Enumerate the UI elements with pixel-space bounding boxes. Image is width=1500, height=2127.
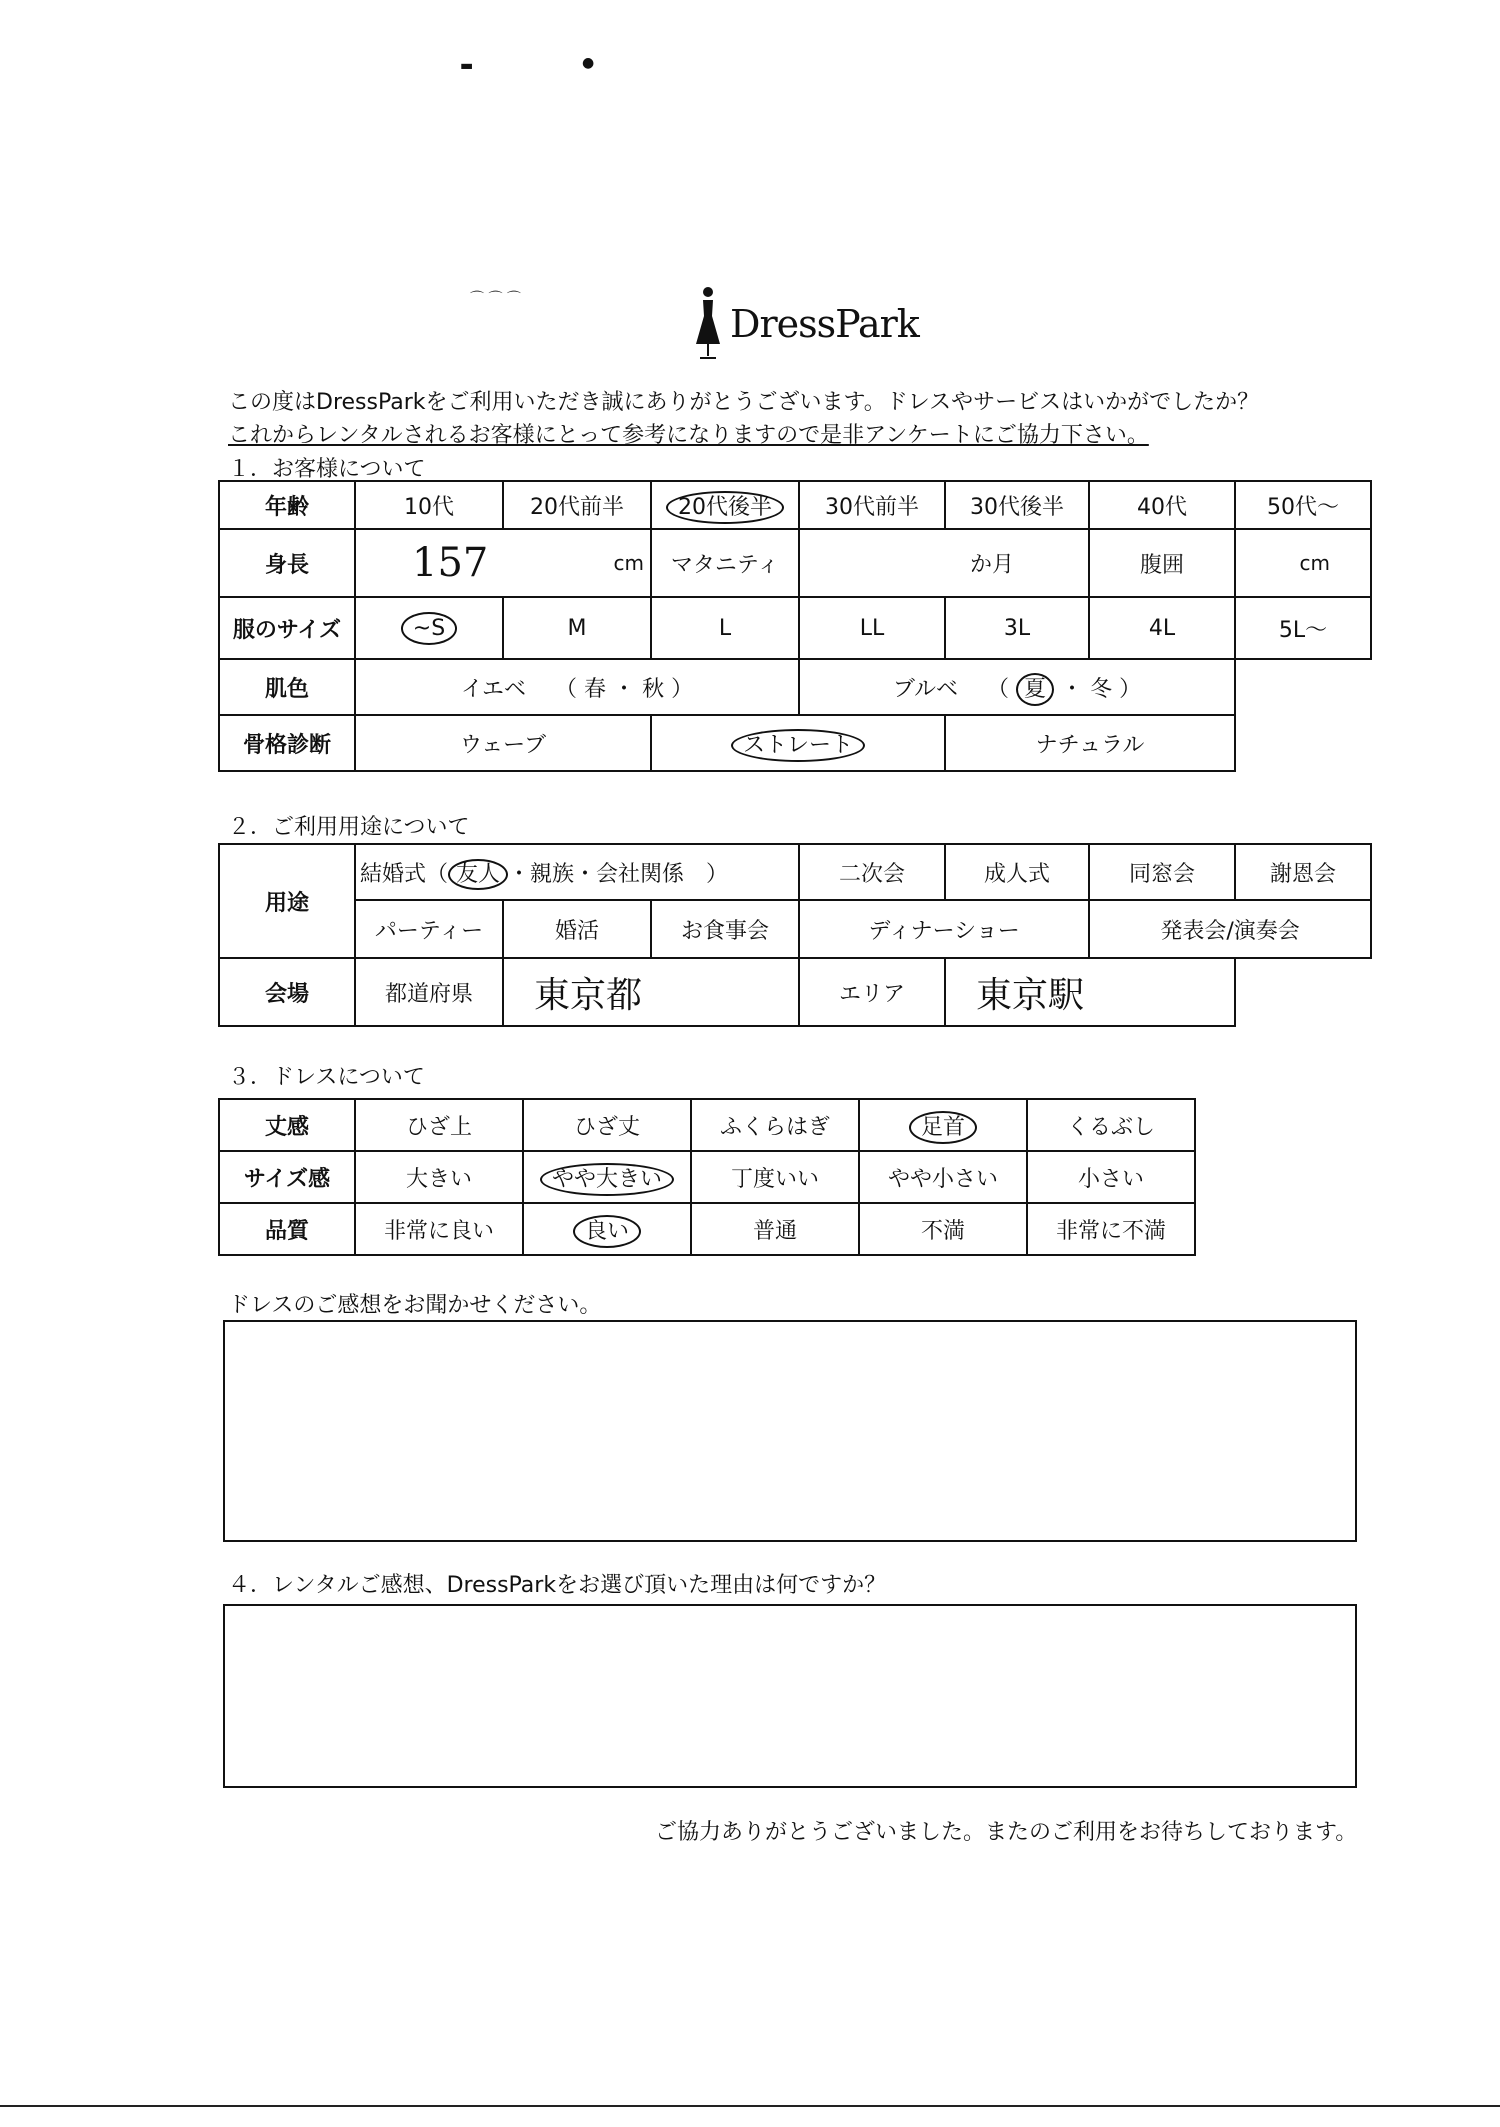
separator-dot: ・: [613, 676, 636, 702]
section1-title: １．お客様について: [228, 457, 426, 482]
months-label: か月: [970, 552, 1015, 578]
paren-open: （: [555, 676, 578, 702]
height-cell: [355, 529, 651, 597]
empty-cell: [1235, 958, 1371, 1026]
size-option: 5L～: [1235, 597, 1371, 659]
age-label: 年齢: [219, 481, 355, 529]
body-type-label: 骨格診断: [219, 715, 355, 771]
empty-cell: [1235, 659, 1371, 715]
age-option: 30代後半: [945, 481, 1089, 529]
length-option: ひざ丈: [523, 1099, 691, 1151]
size-option: M: [503, 597, 651, 659]
fit-selected-circle: やや大きい: [540, 1163, 674, 1196]
skin-yellow-cell: [355, 659, 799, 715]
quality-option: 非常に不満: [1027, 1203, 1195, 1255]
intro-line-2: これからレンタルされるお客様にとって参考になりますので是非アンケートにご協力下さい。: [228, 423, 1149, 448]
waist-label: 腹囲: [1089, 529, 1235, 597]
separator-dot: ・: [1061, 676, 1084, 702]
quality-label: 品質: [219, 1203, 355, 1255]
fit-option: 丁度いい: [691, 1151, 859, 1203]
dress-form-icon: [690, 284, 726, 364]
bottom-edge-line: [0, 2105, 1500, 2107]
impression-textbox[interactable]: [223, 1320, 1357, 1542]
quality-selected-circle: 良い: [573, 1215, 641, 1248]
length-selected-circle: 足首: [909, 1111, 977, 1144]
age-option-selected: [651, 481, 799, 529]
body-option: ウェーブ: [355, 715, 651, 771]
height-unit: cm: [613, 551, 644, 575]
impression-prompt: ドレスのご感想をお聞かせください。: [228, 1293, 602, 1318]
dresspark-logo: [690, 280, 930, 370]
section3-title: ３．ドレスについて: [228, 1065, 425, 1090]
skin-label: 肌色: [219, 659, 355, 715]
wedding-prefix: 結婚式（: [360, 861, 449, 887]
fit-label: サイズ感: [219, 1151, 355, 1203]
closing-message: ご協力ありがとうございました。またのご利用をお待ちしております。: [655, 1820, 1358, 1845]
section2-title: ２．ご利用用途について: [228, 815, 470, 840]
purpose-label: 用途: [219, 844, 355, 958]
venue-label: 会場: [219, 958, 355, 1026]
area-label: エリア: [799, 958, 945, 1026]
wedding-friend-selected: 友人: [448, 859, 508, 890]
area-value: 東京駅: [976, 974, 1085, 1016]
reason-textbox[interactable]: [223, 1604, 1357, 1788]
prefecture-cell: [503, 958, 799, 1026]
waist-unit: cm: [1299, 551, 1330, 575]
skin-yellow: イエベ: [460, 676, 527, 702]
size-option: 4L: [1089, 597, 1235, 659]
age-option: 20代前半: [503, 481, 651, 529]
length-option: ふくらはぎ: [691, 1099, 859, 1151]
quality-option-selected: [523, 1203, 691, 1255]
wedding-cell: [355, 844, 799, 900]
purpose-option: 同窓会: [1089, 844, 1235, 900]
fit-option: 小さい: [1027, 1151, 1195, 1203]
months-cell: [799, 529, 1089, 597]
age-option: 40代: [1089, 481, 1235, 529]
intro-line-1: この度はDressParkをご利用いただき誠にありがとうございます。ドレスやサービスはいかがでしたか？: [228, 390, 1260, 415]
skin-winter: 冬: [1090, 676, 1113, 702]
scan-speck: ⌒ ⌒ ⌒: [470, 291, 521, 307]
fit-option: やや小さい: [859, 1151, 1027, 1203]
size-option: 3L: [945, 597, 1089, 659]
height-value: 157: [412, 540, 489, 586]
height-label: 身長: [219, 529, 355, 597]
logo-text: DressPark: [730, 302, 919, 346]
quality-option: 不満: [859, 1203, 1027, 1255]
purpose-option: ディナーショー: [799, 900, 1089, 958]
size-option-selected: [355, 597, 503, 659]
skin-autumn: 秋: [642, 676, 665, 702]
section4-title: ４．レンタルご感想、DressParkをお選び頂いた理由は何ですか？: [228, 1573, 887, 1598]
skin-blue: ブルベ: [892, 676, 959, 702]
length-option: くるぶし: [1027, 1099, 1195, 1151]
maternity-label: マタニティ: [651, 529, 799, 597]
scan-speck: ●: [582, 55, 595, 71]
age-option: 50代～: [1235, 481, 1371, 529]
length-option: ひざ上: [355, 1099, 523, 1151]
wedding-rest: ・親族・会社関係 ）: [508, 861, 729, 887]
purpose-option: パーティー: [355, 900, 503, 958]
length-option-selected: [859, 1099, 1027, 1151]
scan-speck: ▬: [460, 58, 474, 74]
skin-blue-cell: [799, 659, 1235, 715]
paren-open: （: [987, 676, 1010, 702]
age-selected-circle: 20代後半: [666, 491, 784, 524]
empty-cell: [1235, 715, 1371, 771]
size-label: 服のサイズ: [219, 597, 355, 659]
paren-close: ）: [671, 676, 694, 702]
dress-table: [218, 1098, 1196, 1256]
age-option: 10代: [355, 481, 503, 529]
skin-summer-selected: 夏: [1016, 673, 1054, 706]
age-option: 30代前半: [799, 481, 945, 529]
fit-option-selected: [523, 1151, 691, 1203]
body-selected-circle: ストレート: [731, 729, 865, 762]
fit-option: 大きい: [355, 1151, 523, 1203]
body-option: ナチュラル: [945, 715, 1235, 771]
waist-cell: [1235, 529, 1371, 597]
size-option: L: [651, 597, 799, 659]
purpose-option: 成人式: [945, 844, 1089, 900]
prefecture-value: 東京都: [534, 974, 643, 1016]
quality-option: 非常に良い: [355, 1203, 523, 1255]
quality-option: 普通: [691, 1203, 859, 1255]
purpose-option: 発表会/演奏会: [1089, 900, 1371, 958]
length-label: 丈感: [219, 1099, 355, 1151]
size-option: LL: [799, 597, 945, 659]
purpose-option: 二次会: [799, 844, 945, 900]
paren-close: ）: [1119, 676, 1142, 702]
area-cell: [945, 958, 1235, 1026]
purpose-option: お食事会: [651, 900, 799, 958]
usage-table: [218, 843, 1372, 1027]
customer-table: [218, 480, 1372, 772]
skin-spring: 春: [584, 676, 607, 702]
body-option-selected: [651, 715, 945, 771]
prefecture-label: 都道府県: [355, 958, 503, 1026]
purpose-option: 謝恩会: [1235, 844, 1371, 900]
size-selected-circle: ~S: [401, 612, 457, 645]
purpose-option: 婚活: [503, 900, 651, 958]
